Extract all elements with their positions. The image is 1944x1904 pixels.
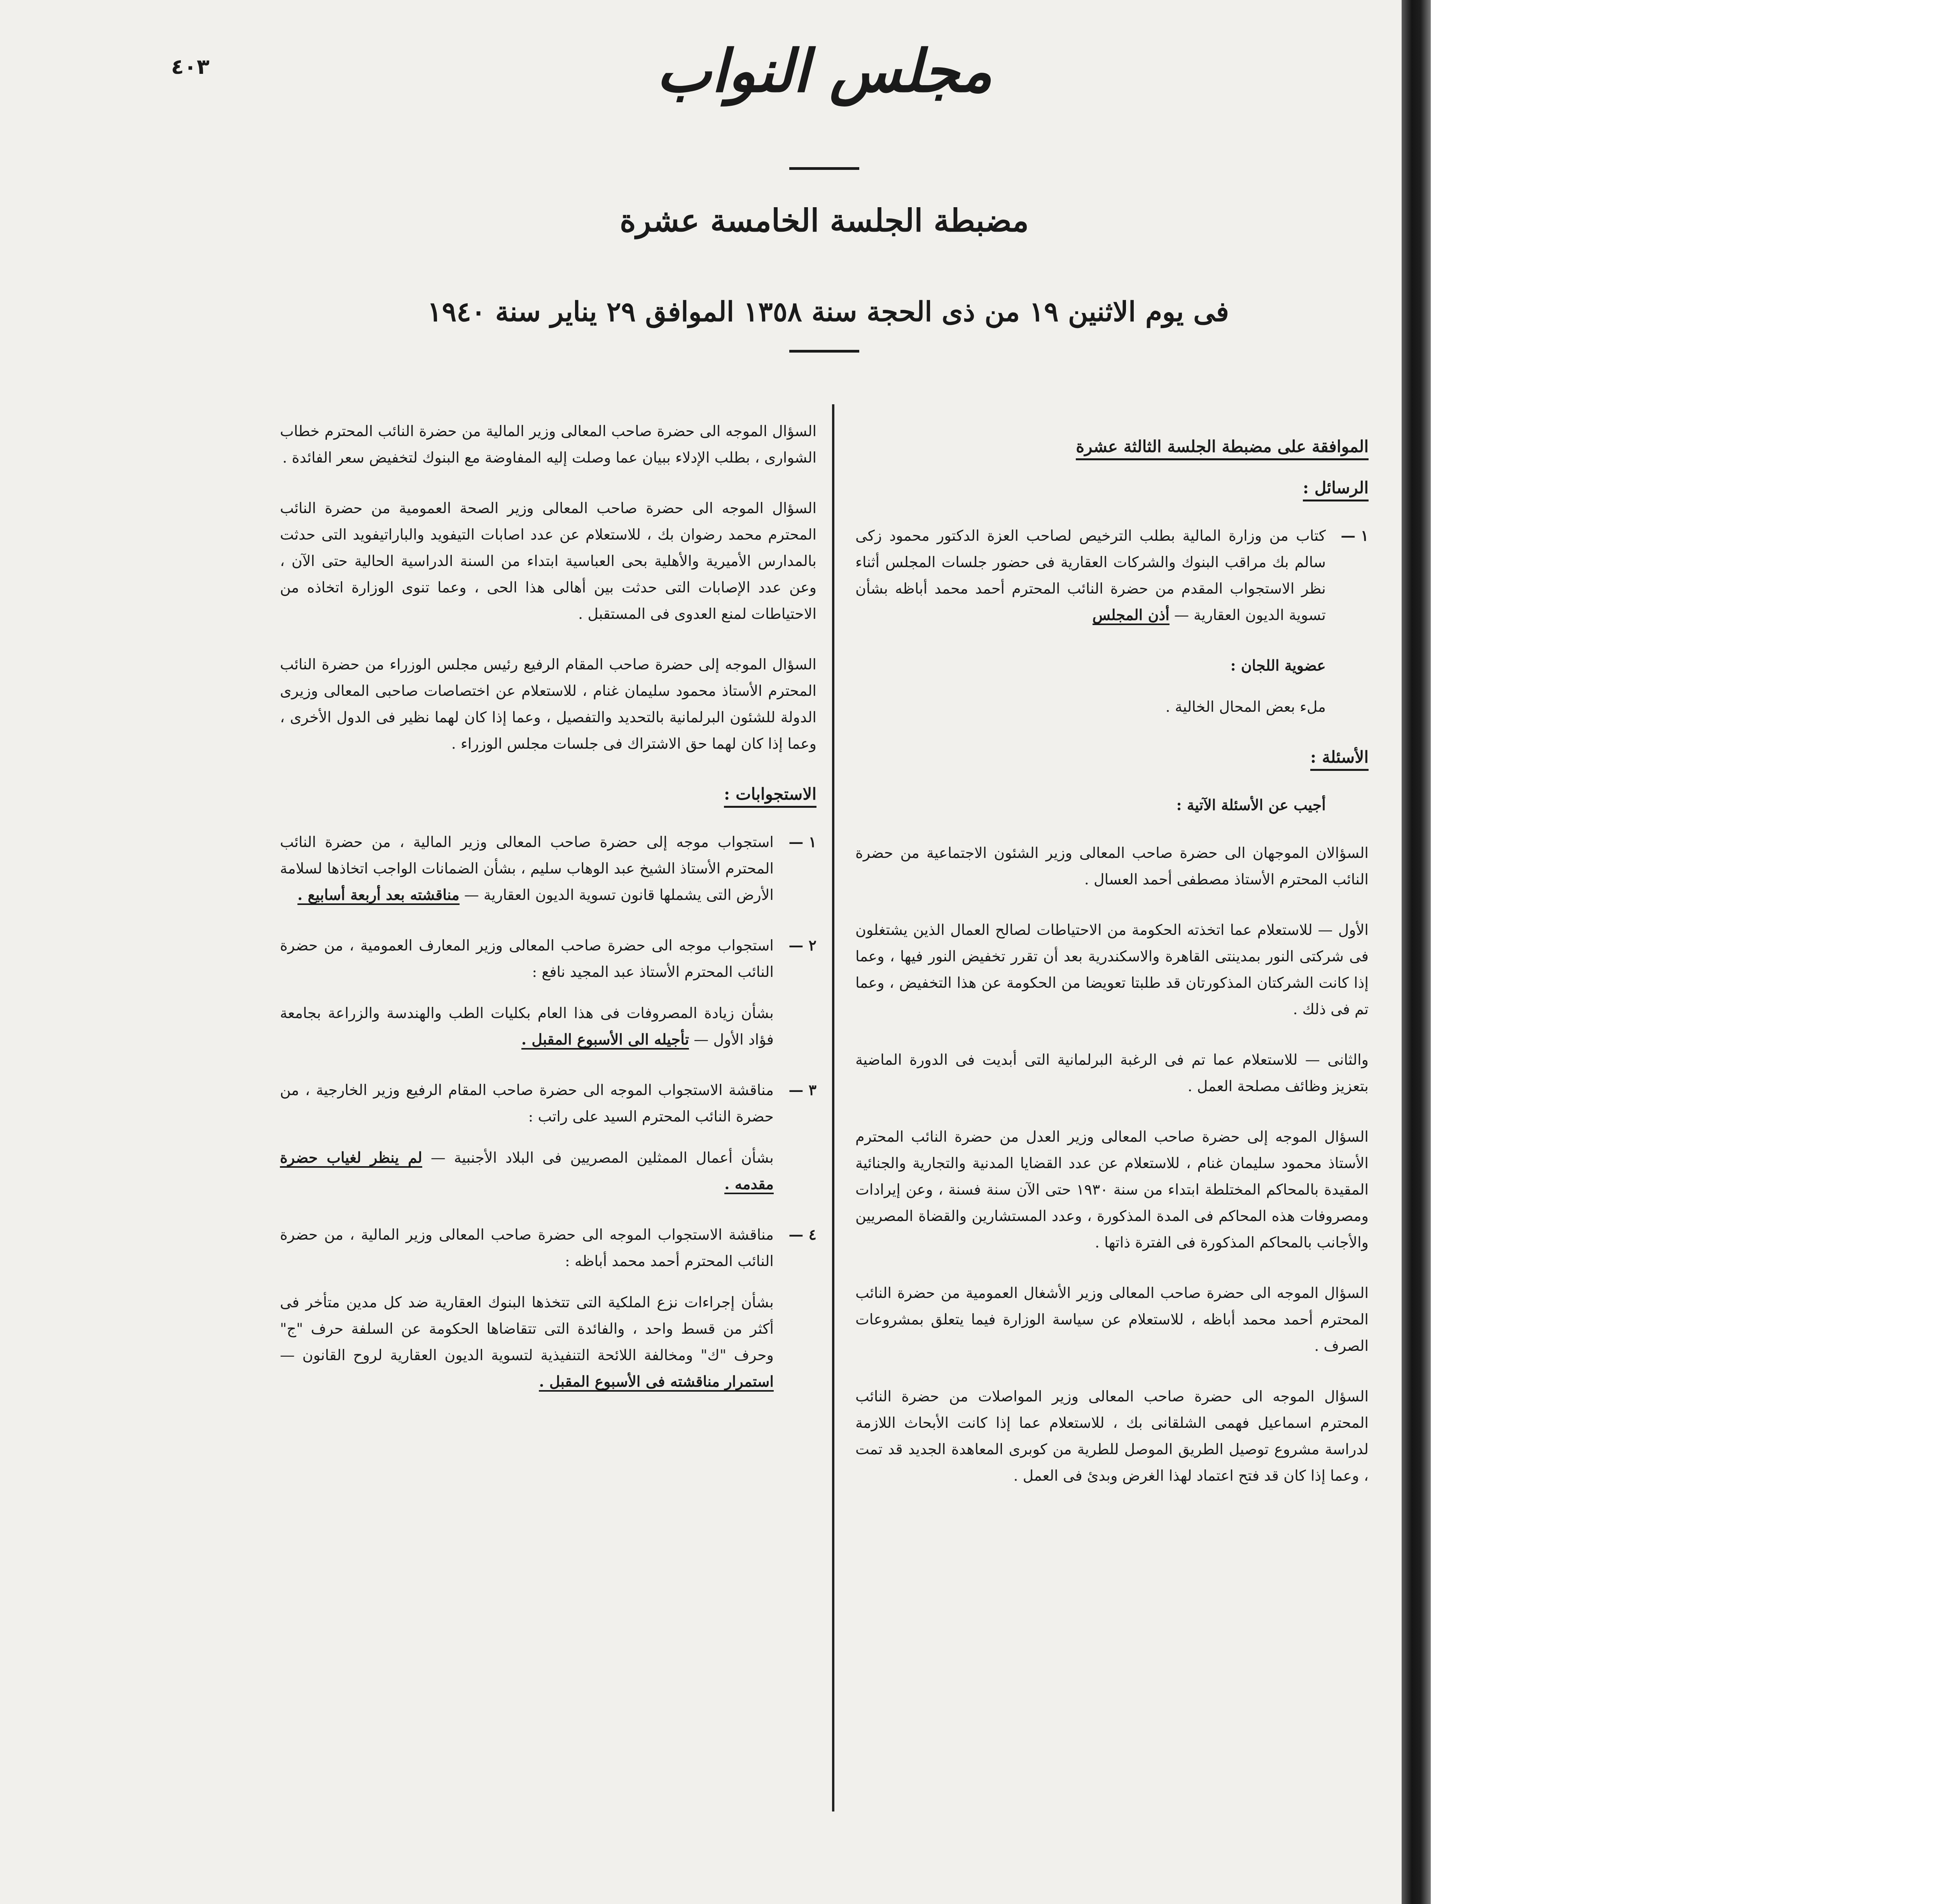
committees-heading: عضوية اللجان : <box>1230 657 1326 674</box>
page-number: ٤٠٣ <box>171 54 210 79</box>
interpellation-item <box>280 932 816 985</box>
interpellation-text: مناقشة الاستجواب الموجه الى حضرة صاحب المقام الرفيع وزير الخارجية ، من حضرة النائب المحترم السيد على راتب : <box>280 1081 774 1125</box>
blank-area <box>1431 0 1944 1904</box>
question-paragraph: السؤال الموجه الى حضرة صاحب المعالى وزير المالية من حضرة النائب المحترم خطاب الشوارى ، بطلب الإدلاء ببيان عما وصلت إليه المفاوضة مع البنوك لتخفيض سعر الفائدة . <box>280 423 816 466</box>
interpellation-detail: بشأن أعمال الممثلين المصريين فى البلاد الأجنبية — لم ينظر لغياب حضرة مقدمه . <box>280 1144 816 1197</box>
approval-heading: الموافقة على مضبطة الجلسة الثالثة عشرة <box>855 433 1369 460</box>
question-paragraph: الأول — للاستعلام عما اتخذته الحكومة من الاحتياطات لصالح العمال الذين يشتغلون فى شركتى النور بمدينتى القاهرة والاسكندرية بعد أن تقرر تخفيض النور فيها ، وعما إذا كانت الشركتان المذكورتان قد طلبتا تعويضا من الحكومة عن هذا التخفيض ، وعما تم فى ذلك . <box>855 921 1369 1018</box>
letter-item <box>855 522 1369 628</box>
interpellation-text: استجواب موجه الى حضرة صاحب المعالى وزير المعارف العمومية ، من حضرة النائب المحترم الأستاذ عبد المجيد نافع : <box>280 937 774 980</box>
date-rule <box>789 350 859 353</box>
interpellation-item <box>280 829 816 908</box>
item-number: ٢ — <box>788 936 816 954</box>
interpellations-heading: الاستجوابات : <box>280 781 816 807</box>
masthead-title: مجلس النواب <box>656 37 992 105</box>
interpellation-decision: تأجيله الى الأسبوع المقبل . <box>521 1031 689 1050</box>
interpellation-item <box>280 1077 816 1130</box>
interpellation-detail: بشأن زيادة المصروفات فى هذا العام بكليات الطب والهندسة والزراعة بجامعة فؤاد الأول — تأجيله الى الأسبوع المقبل . <box>280 1000 816 1053</box>
column-divider <box>832 404 834 1811</box>
committees-text: ملء بعض المحال الخالية . <box>1165 698 1326 715</box>
item-number: ١ — <box>788 833 816 851</box>
question-paragraph: السؤال الموجه الى حضرة صاحب المعالى وزير الصحة العمومية من حضرة النائب المحترم محمد رضوان بك ، للاستعلام عن عدد اصابات التيفويد والباراتيفويد التى حدثت بالمدارس الأميرية والأهلية بحى العباسية ابتداء من السنة الدراسية الحالية حتى الآن ، وعن عدد الإصابات التى حدثت بين أهالى هذا الحى ، وعما تنوى الوزارة اتخاذه من الاحتياطات لمنع العدوى فى المستقبل . <box>280 500 816 622</box>
question-paragraph: السؤال الموجه الى حضرة صاحب المعالى وزير الأشغال العمومية من حضرة النائب المحترم أحمد محمد أباظه ، للاستعلام عن سياسة الوزارة فيما يتعلق بمشروعات الصرف . <box>855 1284 1369 1354</box>
interpellation-decision: لم ينظر لغياب حضرة مقدمه . <box>280 1149 774 1194</box>
right-column <box>855 433 1369 1513</box>
session-date: فى يوم الاثنين ١٩ من ذى الحجة سنة ١٣٥٨ الموافق ٢٩ يناير سنة ١٩٤٠ <box>427 295 1229 328</box>
letters-heading: الرسائل : <box>855 475 1369 501</box>
session-title: مضبطة الجلسة الخامسة عشرة <box>619 202 1029 239</box>
questions-heading: الأسئلة : <box>855 744 1369 770</box>
interpellation-text: مناقشة الاستجواب الموجه الى حضرة صاحب المعالى وزير المالية ، من حضرة النائب المحترم أحمد محمد أباظه : <box>280 1226 774 1270</box>
item-number: ٤ — <box>788 1226 816 1243</box>
interpellation-decision: استمرار مناقشته فى الأسبوع المقبل . <box>539 1373 774 1392</box>
letter-decision: أذن المجلس <box>1093 606 1170 625</box>
interpellation-item <box>280 1221 816 1274</box>
question-paragraph: والثانى — للاستعلام عما تم فى الرغبة البرلمانية التى أبديت فى الدورة الماضية بتعزيز وظائف مصلحة العمل . <box>855 1051 1369 1095</box>
letter-text: كتاب من وزارة المالية بطلب الترخيص لصاحب العزة الدكتور محمود زكى سالم بك مراقب البنوك والشركات العقارية فى حضور جلسات المجلس أثناء نظر الاستجواب المقدم من حضرة النائب المحترم أحمد محمد أباظه بشأن تسوية الديون العقارية — <box>855 527 1326 624</box>
question-paragraph: السؤال الموجه إلى حضرة صاحب المقام الرفيع رئيس مجلس الوزراء من حضرة النائب المحترم الأستاذ محمود سليمان غنام ، للاستعلام عن اختصاصات صاحبى المعالى وزيرى الدولة للشئون البرلمانية بالتحديد والتفصيل ، وعما إذا كان لهما نظير فى الدول الأخرى ، وعما إذا كان لهما حق الاشتراك فى جلسات مجلس الوزراء . <box>280 656 816 752</box>
item-number: ٣ — <box>788 1081 816 1099</box>
question-paragraph: السؤالان الموجهان الى حضرة صاحب المعالى وزير الشئون الاجتماعية من حضرة النائب المحترم الأستاذ مصطفى أحمد العسال . <box>855 844 1369 888</box>
question-paragraph: السؤال الموجه إلى حضرة صاحب المعالى وزير العدل من حضرة النائب المحترم الأستاذ محمود سليمان غنام ، للاستعلام عن عدد القضايا المدنية والتجارية والجنائية المقيدة بالمحاكم المختلطة ابتداء من سنة ١٩٣٠ حتى الآن سنة فسنة ، وعن إيرادات ومصروفات هذه المحاكم فى المدة المذكورة ، وعدد المستشارين والقضاة المصريين والأجانب بالمحاكم المذكورة فى الفترة ذاتها . <box>855 1128 1369 1251</box>
item-number: ١ — <box>1341 527 1369 544</box>
interpellation-decision: مناقشته بعد أربعة أسابيع . <box>297 886 460 905</box>
question-paragraph: السؤال الموجه الى حضرة صاحب المعالى وزير المواصلات من حضرة النائب المحترم اسماعيل فهمى الشلقانى بك ، للاستعلام عما إذا كانت الأبحاث اللازمة لدراسة مشروع توصيل الطريق الموصل للطرية من كوبرى المعاهدة الجديد قد تمت ، وعما إذا كان قد فتح اعتماد لهذا الغرض وبدئ فى العمل . <box>855 1388 1369 1484</box>
masthead-rule <box>789 167 859 170</box>
left-column <box>280 418 816 1419</box>
interpellation-text: استجواب موجه إلى حضرة صاحب المعالى وزير المالية ، من حضرة النائب المحترم الأستاذ الشيخ عبد الوهاب سليم ، بشأن الضمانات الواجب اتخاذها لسلامة الأرض التى يشملها قانون تسوية الديون العقارية — <box>280 833 774 903</box>
interpellation-detail: بشأن إجراءات نزع الملكية التى تتخذها البنوك العقارية ضد كل مدين متأخر فى أكثر من قسط واحد ، والفائدة التى تتقاضاها الحكومة عن السلفة حرف "ج" وحرف "ك" ومخالفة اللائحة التنفيذية لتسوية الديون العقارية لروح القانون — استمرار مناقشته فى الأسبوع المقبل . <box>280 1289 816 1395</box>
questions-intro: أجيب عن الأسئلة الآتية : <box>1176 796 1326 814</box>
book-gutter <box>1402 0 1431 1904</box>
